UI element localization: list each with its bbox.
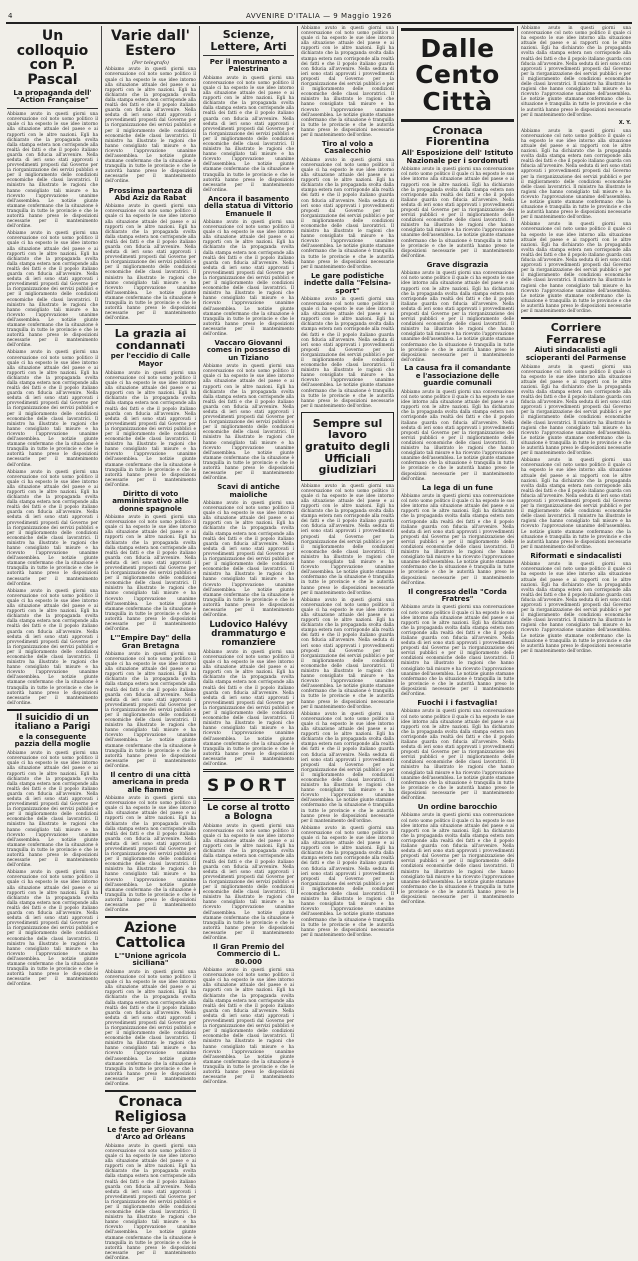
article-body: Abbiamo avuto in questi giorni una conversazione col noto uomo politico il quale ci ha esposto le sue idee intorno alla situazione attuale del paese e ai rapporti con le altre nazioni. Egli ha dichiarato che la propaganda svolta dalla stampa estera non corrisponde alla realtà dei fatti e che il popolo italiano guarda con fiducia all'avvenire. Nella seduta di ieri sono stati approvati i provvedimenti proposti dal Governo per la riorganizzazione dei servizi pubblici e per il miglioramento delle condizioni economiche delle classi lavoratrici. Il ministro ha illustrato le ragioni che hanno consigliato tali misure e ha ricevuto l'approvazione unanime dell'assemblea. Le notizie giunte stamane confermano che la situazione è tranquilla in tutte le provincie e che le autorità hanno preso le disposizioni necessarie per il mantenimento dell'ordine.	[521, 458, 631, 550]
col1-article2-subhead: e la conseguente pazzia della moglie	[14, 732, 91, 749]
divider	[203, 55, 294, 56]
divider	[7, 108, 98, 109]
article-body: Abbiamo avuto in questi giorni una conversazione col noto uomo politico il quale ci ha esposto le sue idee intorno alla situazione attuale del paese e ai rapporti con le altre nazioni. Egli ha dichiarato che la propaganda svolta dalla stampa estera non corrisponde alla realtà dei fatti e che il popolo italiano guarda con fiducia all'avvenire. Nella seduta di ieri sono stati approvati i provvedimenti proposti dal Governo per la riorganizzazione dei servizi pubblici e per il miglioramento delle condizioni economiche delle classi lavoratrici. Il ministro ha illustrato le ragioni che hanno consigliato tali misure e ha ricevuto l'approvazione unanime dell'assemblea. Le notizie giunte stamane confermano che la situazione è tranquilla in tutte le provincie e che le autorità hanno preso le disposizioni necessarie per il mantenimento dell'ordine.	[7, 588, 98, 706]
col3-article-6: Le corse al trotto a Bologna	[207, 803, 290, 822]
masthead-header: AVVENIRE D'ITALIA — 9 Maggio 1926	[246, 12, 392, 20]
article-body: Abbiamo avuto in questi giorni una conversazione col noto uomo politico il quale ci ha esposto le sue idee intorno alla situazione attuale del paese e ai rapporti con le altre nazioni. Egli ha dichiarato che la propaganda svolta dalla stampa estera non corrisponde alla realtà dei fatti e che il popolo italiano guarda con fiducia all'avvenire. Nella seduta di ieri sono stati approvati i provvedimenti proposti dal Governo per la riorganizzazione dei servizi pubblici e per il miglioramento delle condizioni economiche delle classi lavoratrici. Il ministro ha illustrato le ragioni che hanno consigliato tali misure e ha ricevuto l'approvazione unanime dell'assemblea. Le notizie giunte stamane confermano che la situazione è tranquilla in tutte le provincie e che le autorità hanno preso le disposizioni necessarie per il mantenimento dell'ordine.	[105, 204, 196, 322]
col5-article-1: All' Esposizione dell' Istituto Nazionale per i sordomuti	[401, 148, 514, 165]
article-body: Abbiamo avuto in questi giorni una conversazione col noto uomo politico il quale ci ha esposto le sue idee intorno alla situazione attuale del paese e ai rapporti con le altre nazioni. Egli ha dichiarato che la propaganda svolta dalla stampa estera non corrisponde alla realtà dei fatti e che il popolo italiano guarda con fiducia all'avvenire. Nella seduta di ieri sono stati approvati i provvedimenti proposti dal Governo per la riorganizzazione dei servizi pubblici e per il miglioramento delle condizioni economiche delle classi lavoratrici. Il ministro ha illustrato le ragioni che hanno consigliato tali misure e ha ricevuto l'approvazione unanime dell'assemblea. Le notizie giunte stamane confermano che la situazione è tranquilla in tutte le provincie e che le autorità hanno preso le disposizioni necessarie per il mantenimento dell'ordine.	[521, 26, 631, 118]
column-4	[298, 26, 398, 938]
col2-article-7: Cronaca Religiosa	[114, 1094, 187, 1125]
divider	[105, 324, 196, 325]
col1-article2-headline: Il suicidio di un italiano a Parigi	[14, 712, 91, 732]
article-body: Abbiamo avuto in questi giorni una conversazione col noto uomo politico il quale ci ha esposto le sue idee intorno alla situazione attuale del paese e ai rapporti con le altre nazioni. Egli ha dichiarato che la propaganda svolta dalla stampa estera non corrisponde alla realtà dei fatti e che il popolo italiano guarda con fiducia all'avvenire. Nella seduta di ieri sono stati approvati i provvedimenti proposti dal Governo per la riorganizzazione dei servizi pubblici e per il miglioramento delle condizioni economiche delle classi lavoratrici. Il ministro ha illustrato le ragioni che hanno consigliato tali misure e ha ricevuto l'approvazione unanime dell'assemblea. Le notizie giunte stamane confermano che la situazione è tranquilla in tutte le provincie e che le autorità hanno preso le disposizioni necessarie per il mantenimento dell'ordine.	[401, 813, 514, 906]
article-body: Abbiamo avuto in questi giorni una conversazione col noto uomo politico il quale ci ha esposto le sue idee intorno alla situazione attuale del paese e ai rapporti con le altre nazioni. Egli ha dichiarato che la propaganda svolta dalla stampa estera non corrisponde alla realtà dei fatti e che il popolo italiano guarda con fiducia all'avvenire. Nella seduta di ieri sono stati approvati i provvedimenti proposti dal Governo per la riorganizzazione dei servizi pubblici e per il miglioramento delle condizioni economiche delle classi lavoratrici. Il ministro ha illustrato le ragioni che hanno consigliato tali misure e ha ricevuto l'approvazione unanime dell'assemblea. Le notizie giunte stamane confermano che la situazione è tranquilla in tutte le provincie e che le autorità hanno preso le disposizioni necessarie per il mantenimento dell'ordine.	[301, 825, 394, 938]
article-body: Abbiamo avuto in questi giorni una conversazione col noto uomo politico il quale ci ha esposto le sue idee intorno alla situazione attuale del paese e ai rapporti con le altre nazioni. Egli ha dichiarato che la propaganda svolta dalla stampa estera non corrisponde alla realtà dei fatti e che il popolo italiano guarda con fiducia all'avvenire. Nella seduta di ieri sono stati approvati i provvedimenti proposti dal Governo per la riorganizzazione dei servizi pubblici e per il miglioramento delle condizioni economiche delle classi lavoratrici. Il ministro ha illustrato le ragioni che hanno consigliato tali misure e ha ricevuto l'approvazione unanime dell'assemblea. Le notizie giunte stamane confermano che la situazione è tranquilla in tutte le provincie e che le autorità hanno preso le disposizioni necessarie per il mantenimento dell'ordine.	[521, 222, 631, 314]
article-body: Abbiamo avuto in questi giorni una conversazione col noto uomo politico il quale ci ha esposto le sue idee intorno alla situazione attuale del paese e ai rapporti con le altre nazioni. Egli ha dichiarato che la propaganda svolta dalla stampa estera non corrisponde alla realtà dei fatti e che il popolo italiano guarda con fiducia all'avvenire. Nella seduta di ieri sono stati approvati i provvedimenti proposti dal Governo per la riorganizzazione dei servizi pubblici e per il miglioramento delle condizioni economiche delle classi lavoratrici. Il ministro ha illustrato le ragioni che hanno consigliato tali misure e ha ricevuto l'approvazione unanime dell'assemblea. Le notizie giunte stamane confermano che la situazione è tranquilla in tutte le provincie e che le autorità hanno preso le disposizioni necessarie per il mantenimento dell'ordine.	[105, 67, 196, 185]
col1-subhead: La propaganda dell' "Action Française"	[13, 88, 92, 105]
column-6	[518, 26, 634, 894]
divider	[105, 1090, 196, 1092]
col5-section-title: Cronaca Fiorentina	[425, 123, 490, 149]
article-body: Abbiamo avuto in questi giorni una conversazione col noto uomo politico il quale ci ha esposto le sue idee intorno alla situazione attuale del paese e ai rapporti con le altre nazioni. Egli ha dichiarato che la propaganda svolta dalla stampa estera non corrisponde alla realtà dei fatti e che il popolo italiano guarda con fiducia all'avvenire. Nella seduta di ieri sono stati approvati i provvedimenti proposti dal Governo per la riorganizzazione dei servizi pubblici e per il miglioramento delle condizioni economiche delle classi lavoratrici. Il ministro ha illustrato le ragioni che hanno consigliato tali misure e ha ricevuto l'approvazione unanime dell'assemblea. Le notizie giunte stamane confermano che la situazione è tranquilla in tutte le provincie e che le autorità hanno preso le disposizioni necessarie per il mantenimento dell'ordine.	[401, 605, 514, 697]
banner-title: Dalle Cento Città	[415, 34, 500, 116]
col2-article-5: Il centro di una città americana in preda alle fiamme	[110, 771, 191, 794]
article-body: Abbiamo avuto in questi giorni una conversazione col noto uomo politico il quale ci ha esposto le sue idee intorno alla situazione attuale del paese e ai rapporti con le altre nazioni. Egli ha dichiarato che la propaganda svolta dalla stampa estera non corrisponde alla realtà dei fatti e che il popolo italiano guarda con fiducia all'avvenire. Nella seduta di ieri sono stati approvati i provvedimenti proposti dal Governo per la riorganizzazione dei servizi pubblici e per il miglioramento delle condizioni economiche delle classi lavoratrici. Il ministro ha illustrato le ragioni che hanno consigliato tali misure e ha ricevuto l'approvazione unanime dell'assemblea. Le notizie giunte stamane confermano che la situazione è tranquilla in tutte le provincie e che le autorità hanno preso le disposizioni necessarie per il mantenimento dell'ordine.	[105, 515, 196, 633]
col3-article-3: Vaccaro Giovanni comes in possesso di un Tiziano	[206, 339, 291, 362]
article-body: Abbiamo avuto in questi giorni una conversazione col noto uomo politico il quale ci ha esposto le sue idee intorno alla situazione attuale del paese e ai rapporti con le altre nazioni. Egli ha dichiarato che la propaganda svolta dalla stampa estera non corrisponde alla realtà dei fatti e che il popolo italiano guarda con fiducia all'avvenire. Nella seduta di ieri sono stati approvati i provvedimenti proposti dal Governo per la riorganizzazione dei servizi pubblici e per il miglioramento delle condizioni economiche delle classi lavoratrici. Il ministro ha illustrato le ragioni che hanno consigliato tali misure e ha ricevuto l'approvazione unanime dell'assemblea. Le notizie giunte stamane confermano che la situazione è tranquilla in tutte le provincie e che le autorità hanno preso le disposizioni necessarie per il mantenimento dell'ordine.	[203, 75, 294, 193]
article-body: Abbiamo avuto in questi giorni una conversazione col noto uomo politico il quale ci ha esposto le sue idee intorno alla situazione attuale del paese e ai rapporti con le altre nazioni. Egli ha dichiarato che la propaganda svolta dalla stampa estera non corrisponde alla realtà dei fatti e che il popolo italiano guarda con fiducia all'avvenire. Nella seduta di ieri sono stati approvati i provvedimenti proposti dal Governo per la riorganizzazione dei servizi pubblici e per il miglioramento delle condizioni economiche delle classi lavoratrici. Il ministro ha illustrato le ragioni che hanno consigliato tali misure e ha ricevuto l'approvazione unanime dell'assemblea. Le notizie giunte stamane confermano che la situazione è tranquilla in tutte le provincie e che le autorità hanno preso le disposizioni necessarie per il mantenimento dell'ordine.	[521, 562, 631, 654]
col2-article-2: La grazia ai condannati	[114, 327, 187, 352]
col6-article-1: Aiuti sindacalisti agli scioperanti del Parmense	[525, 346, 627, 362]
column-2	[102, 26, 200, 1261]
col5-article-7: Un ordine barocchio	[417, 803, 498, 812]
col2-subhead: (Per telegrafo)	[132, 60, 169, 67]
col3-article-7: Il Gran Premio del Commercio di L. 80.000	[212, 943, 285, 966]
divider	[203, 798, 294, 801]
article-body: Abbiamo avuto in questi giorni una conversazione col noto uomo politico il quale ci ha esposto le sue idee intorno alla situazione attuale del paese e ai rapporti con le altre nazioni. Egli ha dichiarato che la propaganda svolta dalla stampa estera non corrisponde alla realtà dei fatti e che il popolo italiano guarda con fiducia all'avvenire. Nella seduta di ieri sono stati approvati i provvedimenti proposti dal Governo per la riorganizzazione dei servizi pubblici e per il miglioramento delle condizioni economiche delle classi lavoratrici. Il ministro ha illustrato le ragioni che hanno consigliato tali misure e ha ricevuto l'approvazione unanime dell'assemblea. Le notizie giunte stamane confermano che la situazione è tranquilla in tutte le provincie e che le autorità hanno preso le disposizioni necessarie per il mantenimento dell'ordine.	[521, 128, 631, 221]
col3-article-5: Ludovico Halévy drammaturgo e romanziere	[209, 620, 288, 648]
col2-article-3: Diritto di voto amministrativo alle donne spagnole	[112, 490, 189, 513]
col5-article-5: Il congresso della "Corda Fratres"	[408, 587, 507, 604]
col2-headline: Varie dall' Estero	[111, 28, 190, 59]
col4-article-2: Le gare podistiche indette dalla "Felsina-sport"	[303, 271, 392, 295]
article-body: Abbiamo avuto in questi giorni una conversazione col noto uomo politico il quale ci ha esposto le sue idee intorno alla situazione attuale del paese e ai rapporti con le altre nazioni. Egli ha dichiarato che la propaganda svolta dalla stampa estera non corrisponde alla realtà dei fatti e che il popolo italiano guarda con fiducia all'avvenire. Nella seduta di ieri sono stati approvati i provvedimenti proposti dal Governo per la riorganizzazione dei servizi pubblici e per il miglioramento delle condizioni economiche delle classi lavoratrici. Il ministro ha illustrato le ragioni che hanno consigliato tali misure e ha ricevuto l'approvazione unanime dell'assemblea. Le notizie giunte stamane confermano che la situazione è tranquilla in tutte le provincie e che le autorità hanno preso le disposizioni necessarie per il mantenimento dell'ordine.	[401, 167, 514, 259]
article-body: Abbiamo avuto in questi giorni una conversazione col noto uomo politico il quale ci ha esposto le sue idee intorno alla situazione attuale del paese e ai rapporti con le altre nazioni. Egli ha dichiarato che la propaganda svolta dalla stampa estera non corrisponde alla realtà dei fatti e che il popolo italiano guarda con fiducia all'avvenire. Nella seduta di ieri sono stati approvati i provvedimenti proposti dal Governo per la riorganizzazione dei servizi pubblici e per il miglioramento delle condizioni economiche delle classi lavoratrici. Il ministro ha illustrato le ragioni che hanno consigliato tali misure e ha ricevuto l'approvazione unanime dell'assemblea. Le notizie giunte stamane confermano che la situazione è tranquilla in tutte le provincie e che le autorità hanno preso le disposizioni necessarie per il mantenimento dell'ordine.	[7, 751, 98, 869]
article-body: Abbiamo avuto in questi giorni una conversazione col noto uomo politico il quale ci ha esposto le sue idee intorno alla situazione attuale del paese e ai rapporti con le altre nazioni. Egli ha dichiarato che la propaganda svolta dalla stampa estera non corrisponde alla realtà dei fatti e che il popolo italiano guarda con fiducia all'avvenire. Nella seduta di ieri sono stati approvati i provvedimenti proposti dal Governo per la riorganizzazione dei servizi pubblici e per il miglioramento delle condizioni economiche delle classi lavoratrici. Il ministro ha illustrato le ragioni che hanno consigliato tali misure e ha ricevuto l'approvazione unanime dell'assemblea. Le notizie giunte stamane confermano che la situazione è tranquilla in tutte le provincie e che le autorità hanno preso le disposizioni necessarie per il mantenimento dell'ordine.	[105, 651, 196, 769]
col2-article-1: Prossima partenza di Abd Aziz da Rabat	[108, 186, 193, 202]
article-body: Abbiamo avuto in questi giorni una conversazione col noto uomo politico il quale ci ha esposto le sue idee intorno alla situazione attuale del paese e ai rapporti con le altre nazioni. Egli ha dichiarato che la propaganda svolta dalla stampa estera non corrisponde alla realtà dei fatti e che il popolo italiano guarda con fiducia all'avvenire. Nella seduta di ieri sono stati approvati i provvedimenti proposti dal Governo per la riorganizzazione dei servizi pubblici e per il miglioramento delle condizioni economiche delle classi lavoratrici. Il ministro ha illustrato le ragioni che hanno consigliato tali misure e ha ricevuto l'approvazione unanime dell'assemblea. Le notizie giunte stamane confermano che la situazione è tranquilla in tutte le provincie e che le autorità hanno preso le disposizioni necessarie per il mantenimento dell'ordine.	[401, 494, 514, 586]
article-body: Abbiamo avuto in questi giorni una conversazione col noto uomo politico il quale ci ha esposto le sue idee intorno alla situazione attuale del paese e ai rapporti con le altre nazioni. Egli ha dichiarato che la propaganda svolta dalla stampa estera non corrisponde alla realtà dei fatti e che il popolo italiano guarda con fiducia all'avvenire. Nella seduta di ieri sono stati approvati i provvedimenti proposti dal Governo per la riorganizzazione dei servizi pubblici e per il miglioramento delle condizioni economiche delle classi lavoratrici. Il ministro ha illustrato le ragioni che hanno consigliato tali misure e ha ricevuto l'approvazione unanime dell'assemblea. Le notizie giunte stamane confermano che la situazione è tranquilla in tutte le provincie e che le autorità hanno preso le disposizioni necessarie per il mantenimento dell'ordine.	[301, 483, 394, 596]
article-body: Abbiamo avuto in questi giorni una conversazione col noto uomo politico il quale ci ha esposto le sue idee intorno alla situazione attuale del paese e ai rapporti con le altre nazioni. Egli ha dichiarato che la propaganda svolta dalla stampa estera non corrisponde alla realtà dei fatti e che il popolo italiano guarda con fiducia all'avvenire. Nella seduta di ieri sono stati approvati i provvedimenti proposti dal Governo per la riorganizzazione dei servizi pubblici e per il miglioramento delle condizioni economiche delle classi lavoratrici. Il ministro ha illustrato le ragioni che hanno consigliato tali misure e ha ricevuto l'approvazione unanime dell'assemblea. Le notizie giunte stamane confermano che la situazione è tranquilla in tutte le provincie e che le autorità hanno preso le disposizioni necessarie per il mantenimento dell'ordine.	[203, 968, 294, 1086]
col5-article-4: La lega di un fune	[422, 483, 493, 492]
divider	[203, 769, 294, 772]
column-5	[398, 26, 518, 906]
col6-section-title: Corriere Ferrarese	[546, 321, 606, 346]
article-body: Abbiamo avuto in questi giorni una conversazione col noto uomo politico il quale ci ha esposto le sue idee intorno alla situazione attuale del paese e ai rapporti con le altre nazioni. Egli ha dichiarato che la propaganda svolta dalla stampa estera non corrisponde alla realtà dei fatti e che il popolo italiano guarda con fiducia all'avvenire. Nella seduta di ieri sono stati approvati i provvedimenti proposti dal Governo per la riorganizzazione dei servizi pubblici e per il miglioramento delle condizioni economiche delle classi lavoratrici. Il ministro ha illustrato le ragioni che hanno consigliato tali misure e ha ricevuto l'approvazione unanime dell'assemblea. Le notizie giunte stamane confermano che la situazione è tranquilla in tutte le provincie e che le autorità hanno preso le disposizioni necessarie per il mantenimento dell'ordine.	[7, 469, 98, 587]
article-body: Abbiamo avuto in questi giorni una conversazione col noto uomo politico il quale ci ha esposto le sue idee intorno alla situazione attuale del paese e ai rapporti con le altre nazioni. Egli ha dichiarato che la propaganda svolta dalla stampa estera non corrisponde alla realtà dei fatti e che il popolo italiano guarda con fiducia all'avvenire. Nella seduta di ieri sono stati approvati i provvedimenti proposti dal Governo per la riorganizzazione dei servizi pubblici e per il miglioramento delle condizioni economiche delle classi lavoratrici. Il ministro ha illustrato le ragioni che hanno consigliato tali misure e ha ricevuto l'approvazione unanime dell'assemblea. Le notizie giunte stamane confermano che la situazione è tranquilla in tutte le provincie e che le autorità hanno preso le disposizioni necessarie per il mantenimento dell'ordine.	[105, 969, 196, 1088]
article-body: Abbiamo avuto in questi giorni una conversazione col noto uomo politico il quale ci ha esposto le sue idee intorno alla situazione attuale del paese e ai rapporti con le altre nazioni. Egli ha dichiarato che la propaganda svolta dalla stampa estera non corrisponde alla realtà dei fatti e che il popolo italiano guarda con fiducia all'avvenire. Nella seduta di ieri sono stati approvati i provvedimenti proposti dal Governo per la riorganizzazione dei servizi pubblici e per il miglioramento delle condizioni economiche delle classi lavoratrici. Il ministro ha illustrato le ragioni che hanno consigliato tali misure e ha ricevuto l'approvazione unanime dell'assemblea. Le notizie giunte stamane confermano che la situazione è tranquilla in tutte le provincie e che le autorità hanno preso le disposizioni necessarie per il mantenimento dell'ordine.	[401, 709, 514, 802]
article-body: Abbiamo avuto in questi giorni una conversazione col noto uomo politico il quale ci ha esposto le sue idee intorno alla situazione attuale del paese e ai rapporti con le altre nazioni. Egli ha dichiarato che la propaganda svolta dalla stampa estera non corrisponde alla realtà dei fatti e che il popolo italiano guarda con fiducia all'avvenire. Nella seduta di ieri sono stati approvati i provvedimenti proposti dal Governo per la riorganizzazione dei servizi pubblici e per il miglioramento delle condizioni economiche delle classi lavoratrici. Il ministro ha illustrato le ragioni che hanno consigliato tali misure e ha ricevuto l'approvazione unanime dell'assemblea. Le notizie giunte stamane confermano che la situazione è tranquilla in tutte le provincie e che le autorità hanno preso le disposizioni necessarie per il mantenimento dell'ordine.	[105, 1143, 196, 1261]
article-body: Abbiamo avuto in questi giorni una conversazione col noto uomo politico il quale ci ha esposto le sue idee intorno alla situazione attuale del paese e ai rapporti con le altre nazioni. Egli ha dichiarato che la propaganda svolta dalla stampa estera non corrisponde alla realtà dei fatti e che il popolo italiano guarda con fiducia all'avvenire. Nella seduta di ieri sono stati approvati i provvedimenti proposti dal Governo per la riorganizzazione dei servizi pubblici e per il miglioramento delle condizioni economiche delle classi lavoratrici. Il ministro ha illustrato le ragioni che hanno consigliato tali misure e ha ricevuto l'approvazione unanime dell'assemblea. Le notizie giunte stamane confermano che la situazione è tranquilla in tutte le provincie e che le autorità hanno preso le disposizioni necessarie per il mantenimento dell'ordine.	[203, 501, 294, 619]
masthead	[6, 8, 632, 24]
banner-box	[401, 28, 514, 122]
col6-byline: X. Y.	[618, 119, 631, 126]
article-body: Abbiamo avuto in questi giorni una conversazione col noto uomo politico il quale ci ha esposto le sue idee intorno alla situazione attuale del paese e ai rapporti con le altre nazioni. Egli ha dichiarato che la propaganda svolta dalla stampa estera non corrisponde alla realtà dei fatti e che il popolo italiano guarda con fiducia all'avvenire. Nella seduta di ieri sono stati approvati i provvedimenti proposti dal Governo per la riorganizzazione dei servizi pubblici e per il miglioramento delle condizioni economiche delle classi lavoratrici. Il ministro ha illustrato le ragioni che hanno consigliato tali misure e ha ricevuto l'approvazione unanime dell'assemblea. Le notizie giunte stamane confermano che la situazione è tranquilla in tutte le provincie e che le autorità hanno preso le disposizioni necessarie per il mantenimento dell'ordine.	[301, 157, 394, 270]
column-3	[200, 26, 298, 1086]
article-body: Abbiamo avuto in questi giorni una conversazione col noto uomo politico il quale ci ha esposto le sue idee intorno alla situazione attuale del paese e ai rapporti con le altre nazioni. Egli ha dichiarato che la propaganda svolta dalla stampa estera non corrisponde alla realtà dei fatti e che il popolo italiano guarda con fiducia all'avvenire. Nella seduta di ieri sono stati approvati i provvedimenti proposti dal Governo per la riorganizzazione dei servizi pubblici e per il miglioramento delle condizioni economiche delle classi lavoratrici. Il ministro ha illustrato le ragioni che hanno consigliato tali misure e ha ricevuto l'approvazione unanime dell'assemblea. Le notizie giunte stamane confermano che la situazione è tranquilla in tutte le provincie e che le autorità hanno preso le disposizioni necessarie per il mantenimento dell'ordine.	[521, 364, 631, 457]
article-body: Abbiamo avuto in questi giorni una conversazione col noto uomo politico il quale ci ha esposto le sue idee intorno alla situazione attuale del paese e ai rapporti con le altre nazioni. Egli ha dichiarato che la propaganda svolta dalla stampa estera non corrisponde alla realtà dei fatti e che il popolo italiano guarda con fiducia all'avvenire. Nella seduta di ieri sono stati approvati i provvedimenti proposti dal Governo per la riorganizzazione dei servizi pubblici e per il miglioramento delle condizioni economiche delle classi lavoratrici. Il ministro ha illustrato le ragioni che hanno consigliato tali misure e ha ricevuto l'approvazione unanime dell'assemblea. Le notizie giunte stamane confermano che la situazione è tranquilla in tutte le provincie e che le autorità hanno preso le disposizioni necessarie per il mantenimento dell'ordine.	[203, 364, 294, 482]
col2-article-4: L'"Empire Day" della Gran Bretagna	[110, 634, 191, 650]
article-body: Abbiamo avuto in questi giorni una conversazione col noto uomo politico il quale ci ha esposto le sue idee intorno alla situazione attuale del paese e ai rapporti con le altre nazioni. Egli ha dichiarato che la propaganda svolta dalla stampa estera non corrisponde alla realtà dei fatti e che il popolo italiano guarda con fiducia all'avvenire. Nella seduta di ieri sono stati approvati i provvedimenti proposti dal Governo per la riorganizzazione dei servizi pubblici e per il miglioramento delle condizioni economiche delle classi lavoratrici. Il ministro ha illustrato le ragioni che hanno consigliato tali misure e ha ricevuto l'approvazione unanime dell'assemblea. Le notizie giunte stamane confermano che la situazione è tranquilla in tutte le provincie e che le autorità hanno preso le disposizioni necessarie per il mantenimento dell'ordine.	[203, 649, 294, 767]
divider	[7, 709, 98, 711]
col4-article-3: Sempre sul lavoro gratuito degli Ufficiali giudiziari	[305, 416, 390, 477]
col2-article-2-sub: per l'eccidio di Calle Mayor	[110, 352, 191, 369]
article-body: Abbiamo avuto in questi giorni una conversazione col noto uomo politico il quale ci ha esposto le sue idee intorno alla situazione attuale del paese e ai rapporti con le altre nazioni. Egli ha dichiarato che la propaganda svolta dalla stampa estera non corrisponde alla realtà dei fatti e che il popolo italiano guarda con fiducia all'avvenire. Nella seduta di ieri sono stati approvati i provvedimenti proposti dal Governo per la riorganizzazione dei servizi pubblici e per il miglioramento delle condizioni economiche delle classi lavoratrici. Il ministro ha illustrato le ragioni che hanno consigliato tali misure e ha ricevuto l'approvazione unanime dell'assemblea. Le notizie giunte stamane confermano che la situazione è tranquilla in tutte le provincie e che le autorità hanno preso le disposizioni necessarie per il mantenimento dell'ordine.	[301, 597, 394, 710]
col1-headline: Un colloquio con P. Pascal	[16, 28, 89, 89]
article-body: Abbiamo avuto in questi giorni una conversazione col noto uomo politico il quale ci ha esposto le sue idee intorno alla situazione attuale del paese e ai rapporti con le altre nazioni. Egli ha dichiarato che la propaganda svolta dalla stampa estera non corrisponde alla realtà dei fatti e che il popolo italiano guarda con fiducia all'avvenire. Nella seduta di ieri sono stati approvati i provvedimenti proposti dal Governo per la riorganizzazione dei servizi pubblici e per il miglioramento delle condizioni economiche delle classi lavoratrici. Il ministro ha illustrato le ragioni che hanno consigliato tali misure e ha ricevuto l'approvazione unanime dell'assemblea. Le notizie giunte stamane confermano che la situazione è tranquilla in tutte le provincie e che le autorità hanno preso le disposizioni necessarie per il mantenimento dell'ordine.	[301, 296, 394, 409]
article-body: Abbiamo avuto in questi giorni una conversazione col noto uomo politico il quale ci ha esposto le sue idee intorno alla situazione attuale del paese e ai rapporti con le altre nazioni. Egli ha dichiarato che la propaganda svolta dalla stampa estera non corrisponde alla realtà dei fatti e che il popolo italiano guarda con fiducia all'avvenire. Nella seduta di ieri sono stati approvati i provvedimenti proposti dal Governo per la riorganizzazione dei servizi pubblici e per il miglioramento delle condizioni economiche delle classi lavoratrici. Il ministro ha illustrato le ragioni che hanno consigliato tali misure e ha ricevuto l'approvazione unanime dell'assemblea. Le notizie giunte stamane confermano che la situazione è tranquilla in tutte le provincie e che le autorità hanno preso le disposizioni necessarie per il mantenimento dell'ordine.	[105, 370, 196, 488]
column-1	[4, 26, 102, 988]
article-body: Abbiamo avuto in questi giorni una conversazione col noto uomo politico il quale ci ha esposto le sue idee intorno alla situazione attuale del paese e ai rapporti con le altre nazioni. Egli ha dichiarato che la propaganda svolta dalla stampa estera non corrisponde alla realtà dei fatti e che il popolo italiano guarda con fiducia all'avvenire. Nella seduta di ieri sono stati approvati i provvedimenti proposti dal Governo per la riorganizzazione dei servizi pubblici e per il miglioramento delle condizioni economiche delle classi lavoratrici. Il ministro ha illustrato le ragioni che hanno consigliato tali misure e ha ricevuto l'approvazione unanime dell'assemblea. Le notizie giunte stamane confermano che la situazione è tranquilla in tutte le provincie e che le autorità hanno preso le disposizioni necessarie per il mantenimento dell'ordine.	[7, 870, 98, 988]
article-body: Abbiamo avuto in questi giorni una conversazione col noto uomo politico il quale ci ha esposto le sue idee intorno alla situazione attuale del paese e ai rapporti con le altre nazioni. Egli ha dichiarato che la propaganda svolta dalla stampa estera non corrisponde alla realtà dei fatti e che il popolo italiano guarda con fiducia all'avvenire. Nella seduta di ieri sono stati approvati i provvedimenti proposti dal Governo per la riorganizzazione dei servizi pubblici e per il miglioramento delle condizioni economiche delle classi lavoratrici. Il ministro ha illustrato le ragioni che hanno consigliato tali misure e ha ricevuto l'approvazione unanime dell'assemblea. Le notizie giunte stamane confermano che la situazione è tranquilla in tutte le provincie e che le autorità hanno preso le disposizioni necessarie per il mantenimento dell'ordine.	[7, 350, 98, 468]
col2-article-6-sub: L'"Unione agricola siciliana"	[114, 951, 187, 968]
article-body: Abbiamo avuto in questi giorni una conversazione col noto uomo politico il quale ci ha esposto le sue idee intorno alla situazione attuale del paese e ai rapporti con le altre nazioni. Egli ha dichiarato che la propaganda svolta dalla stampa estera non corrisponde alla realtà dei fatti e che il popolo italiano guarda con fiducia all'avvenire. Nella seduta di ieri sono stati approvati i provvedimenti proposti dal Governo per la riorganizzazione dei servizi pubblici e per il miglioramento delle condizioni economiche delle classi lavoratrici. Il ministro ha illustrato le ragioni che hanno consigliato tali misure e ha ricevuto l'approvazione unanime dell'assemblea. Le notizie giunte stamane confermano che la situazione è tranquilla in tutte le provincie e che le autorità hanno preso le disposizioni necessarie per il mantenimento dell'ordine.	[7, 231, 98, 349]
article-body: Abbiamo avuto in questi giorni una conversazione col noto uomo politico il quale ci ha esposto le sue idee intorno alla situazione attuale del paese e ai rapporti con le altre nazioni. Egli ha dichiarato che la propaganda svolta dalla stampa estera non corrisponde alla realtà dei fatti e che il popolo italiano guarda con fiducia all'avvenire. Nella seduta di ieri sono stati approvati i provvedimenti proposti dal Governo per la riorganizzazione dei servizi pubblici e per il miglioramento delle condizioni economiche delle classi lavoratrici. Il ministro ha illustrato le ragioni che hanno consigliato tali misure e ha ricevuto l'approvazione unanime dell'assemblea. Le notizie giunte stamane confermano che la situazione è tranquilla in tutte le provincie e che le autorità hanno preso le disposizioni necessarie per il mantenimento dell'ordine.	[301, 711, 394, 824]
col3-article-4: Scavi di antiche maioliche	[217, 483, 280, 499]
col3-article-1: Per il monumento a Palestrina	[209, 58, 288, 74]
col4-article-1: Tiro al volo a Casalecchio	[321, 140, 374, 156]
col5-article-3: La causa fra il comandante e l'associazione delle guardie comunali	[404, 363, 511, 388]
page-number: 4	[8, 12, 13, 20]
divider	[105, 916, 196, 918]
article-body: Abbiamo avuto in questi giorni una conversazione col noto uomo politico il quale ci ha esposto le sue idee intorno alla situazione attuale del paese e ai rapporti con le altre nazioni. Egli ha dichiarato che la propaganda svolta dalla stampa estera non corrisponde alla realtà dei fatti e che il popolo italiano guarda con fiducia all'avvenire. Nella seduta di ieri sono stati approvati i provvedimenti proposti dal Governo per la riorganizzazione dei servizi pubblici e per il miglioramento delle condizioni economiche delle classi lavoratrici. Il ministro ha illustrato le ragioni che hanno consigliato tali misure e ha ricevuto l'approvazione unanime dell'assemblea. Le notizie giunte stamane confermano che la situazione è tranquilla in tutte le provincie e che le autorità hanno preso le disposizioni necessarie per il mantenimento dell'ordine.	[401, 390, 514, 482]
divider	[521, 317, 631, 319]
col5-article-2: Grave disgrazia	[426, 260, 489, 269]
article-body: Abbiamo avuto in questi giorni una conversazione col noto uomo politico il quale ci ha esposto le sue idee intorno alla situazione attuale del paese e ai rapporti con le altre nazioni. Egli ha dichiarato che la propaganda svolta dalla stampa estera non corrisponde alla realtà dei fatti e che il popolo italiano guarda con fiducia all'avvenire. Nella seduta di ieri sono stati approvati i provvedimenti proposti dal Governo per la riorganizzazione dei servizi pubblici e per il miglioramento delle condizioni economiche delle classi lavoratrici. Il ministro ha illustrato le ragioni che hanno consigliato tali misure e ha ricevuto l'approvazione unanime dell'assemblea. Le notizie giunte stamane confermano che la situazione è tranquilla in tutte le provincie e che le autorità hanno preso le disposizioni necessarie per il mantenimento dell'ordine.	[203, 219, 294, 338]
sport-section-title: SPORT	[206, 776, 291, 797]
article-body: Abbiamo avuto in questi giorni una conversazione col noto uomo politico il quale ci ha esposto le sue idee intorno alla situazione attuale del paese e ai rapporti con le altre nazioni. Egli ha dichiarato che la propaganda svolta dalla stampa estera non corrisponde alla realtà dei fatti e che il popolo italiano guarda con fiducia all'avvenire. Nella seduta di ieri sono stati approvati i provvedimenti proposti dal Governo per la riorganizzazione dei servizi pubblici e per il miglioramento delle condizioni economiche delle classi lavoratrici. Il ministro ha illustrato le ragioni che hanno consigliato tali misure e ha ricevuto l'approvazione unanime dell'assemblea. Le notizie giunte stamane confermano che la situazione è tranquilla in tutte le provincie e che le autorità hanno preso le disposizioni necessarie per il mantenimento dell'ordine.	[105, 796, 196, 914]
article-body: Abbiamo avuto in questi giorni una conversazione col noto uomo politico il quale ci ha esposto le sue idee intorno alla situazione attuale del paese e ai rapporti con le altre nazioni. Egli ha dichiarato che la propaganda svolta dalla stampa estera non corrisponde alla realtà dei fatti e che il popolo italiano guarda con fiducia all'avvenire. Nella seduta di ieri sono stati approvati i provvedimenti proposti dal Governo per la riorganizzazione dei servizi pubblici e per il miglioramento delle condizioni economiche delle classi lavoratrici. Il ministro ha illustrato le ragioni che hanno consigliato tali misure e ha ricevuto l'approvazione unanime dell'assemblea. Le notizie giunte stamane confermano che la situazione è tranquilla in tutte le provincie e che le autorità hanno preso le disposizioni necessarie per il mantenimento dell'ordine.	[401, 271, 514, 363]
col2-article-6: Azione Cattolica	[115, 920, 186, 951]
article-body: Abbiamo avuto in questi giorni una conversazione col noto uomo politico il quale ci ha esposto le sue idee intorno alla situazione attuale del paese e ai rapporti con le altre nazioni. Egli ha dichiarato che la propaganda svolta dalla stampa estera non corrisponde alla realtà dei fatti e che il popolo italiano guarda con fiducia all'avvenire. Nella seduta di ieri sono stati approvati i provvedimenti proposti dal Governo per la riorganizzazione dei servizi pubblici e per il miglioramento delle condizioni economiche delle classi lavoratrici. Il ministro ha illustrato le ragioni che hanno consigliato tali misure e ha ricevuto l'approvazione unanime dell'assemblea. Le notizie giunte stamane confermano che la situazione è tranquilla in tutte le provincie e che le autorità hanno preso le disposizioni necessarie per il mantenimento dell'ordine.	[7, 112, 98, 230]
article-body: Abbiamo avuto in questi giorni una conversazione col noto uomo politico il quale ci ha esposto le sue idee intorno alla situazione attuale del paese e ai rapporti con le altre nazioni. Egli ha dichiarato che la propaganda svolta dalla stampa estera non corrisponde alla realtà dei fatti e che il popolo italiano guarda con fiducia all'avvenire. Nella seduta di ieri sono stati approvati i provvedimenti proposti dal Governo per la riorganizzazione dei servizi pubblici e per il miglioramento delle condizioni economiche delle classi lavoratrici. Il ministro ha illustrato le ragioni che hanno consigliato tali misure e ha ricevuto l'approvazione unanime dell'assemblea. Le notizie giunte stamane confermano che la situazione è tranquilla in tutte le provincie e che le autorità hanno preso le disposizioni necessarie per il mantenimento dell'ordine.	[301, 26, 394, 138]
article-body: Abbiamo avuto in questi giorni una conversazione col noto uomo politico il quale ci ha esposto le sue idee intorno alla situazione attuale del paese e ai rapporti con le altre nazioni. Egli ha dichiarato che la propaganda svolta dalla stampa estera non corrisponde alla realtà dei fatti e che il popolo italiano guarda con fiducia all'avvenire. Nella seduta di ieri sono stati approvati i provvedimenti proposti dal Governo per la riorganizzazione dei servizi pubblici e per il miglioramento delle condizioni economiche delle classi lavoratrici. Il ministro ha illustrato le ragioni che hanno consigliato tali misure e ha ricevuto l'approvazione unanime dell'assemblea. Le notizie giunte stamane confermano che la situazione è tranquilla in tutte le provincie e che le autorità hanno preso le disposizioni necessarie per il mantenimento dell'ordine.	[203, 823, 294, 941]
col6-article-2: Riformati e sindacalisti	[530, 551, 622, 560]
col3-headline: Scienze, Lettere, Arti	[210, 28, 287, 53]
col3-article-2: Ancora il basamento della statua di Vittorio Emanuele II	[203, 194, 294, 218]
col4-boxed-headline	[301, 412, 394, 481]
col5-article-6: Fuochi i i fastvaglia!	[417, 699, 498, 708]
col2-article-7-sub: Le feste per Giovanna d'Arco ad Orléans	[107, 1125, 194, 1142]
